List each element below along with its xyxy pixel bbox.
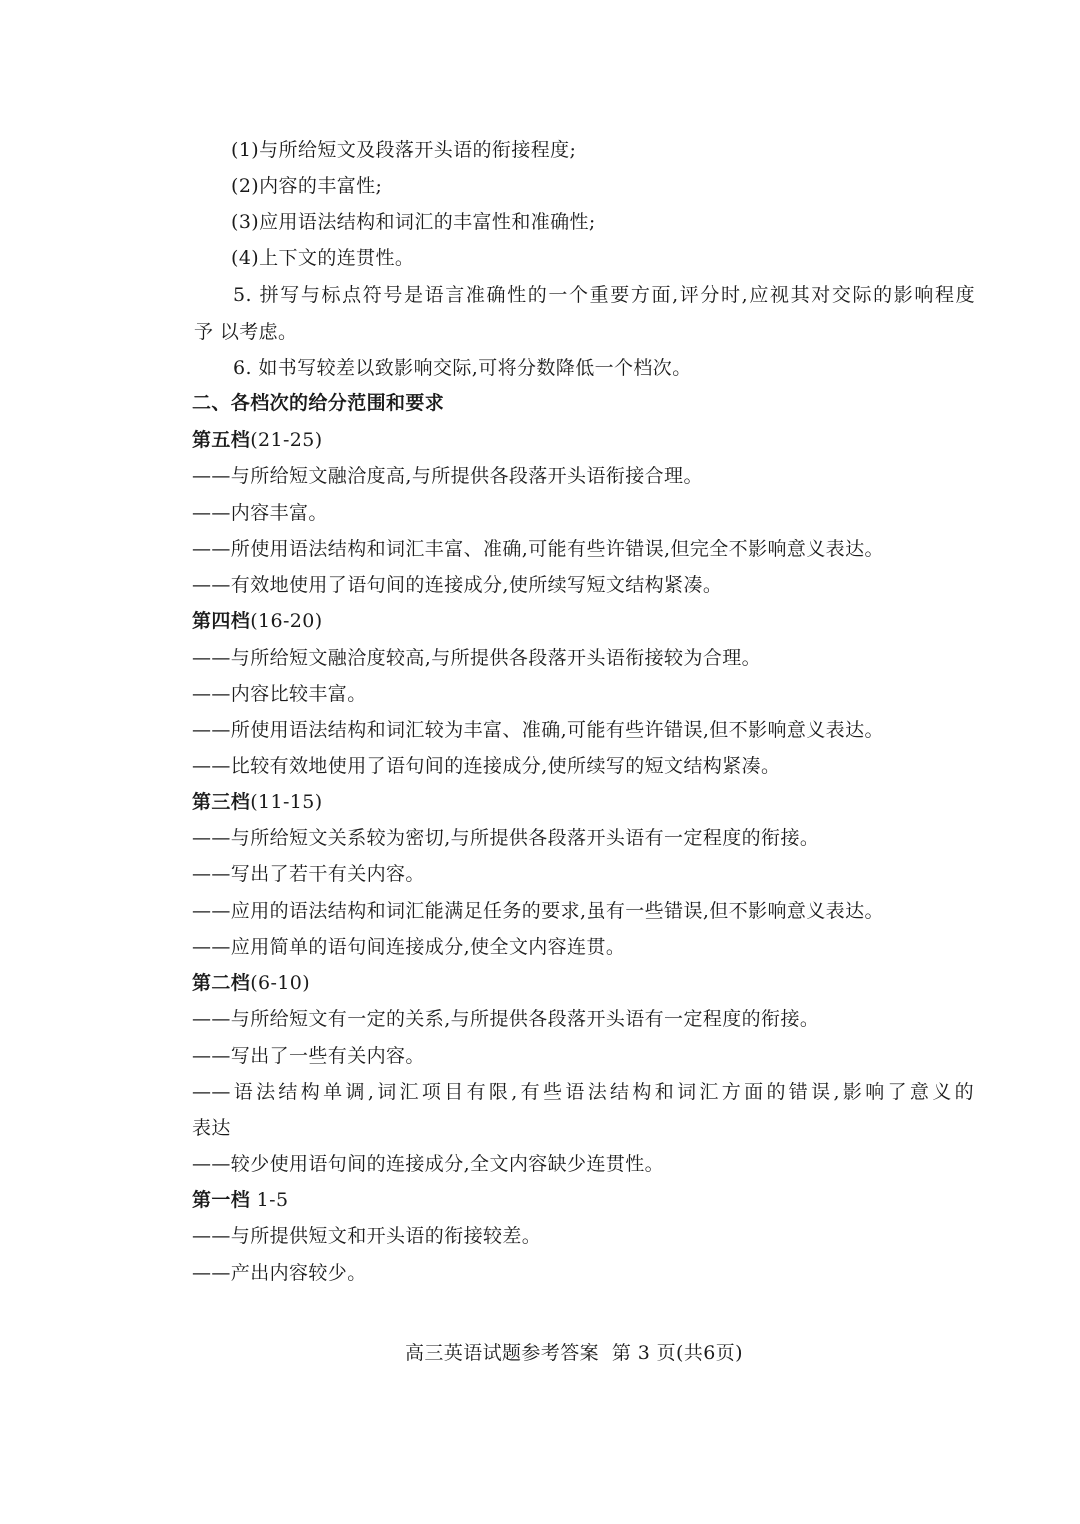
grade-2-line-5: ——较少使用语句间的连接成分,全文内容缺少连贯性。: [192, 1153, 665, 1175]
grade-2-line-4: 表达: [192, 1117, 231, 1139]
grade-range: (16-20): [250, 610, 323, 632]
grade-2-heading: [192, 970, 310, 996]
section-title: 二、各档次的给分范围和要求: [192, 392, 445, 414]
grade-5-line-4: ——有效地使用了语句间的连接成分,使所续写短文结构紧凑。: [192, 574, 723, 596]
grade-name: 第四档: [192, 610, 251, 632]
grade-name: 第三档: [192, 791, 251, 813]
grade-4-line-2: ——内容比较丰富。: [192, 683, 367, 705]
note-6: 6. 如书写较差以致影响交际,可将分数降低一个档次。: [233, 357, 692, 379]
grade-3-line-4: ——应用简单的语句间连接成分,使全文内容连贯。: [192, 936, 626, 958]
criteria-item-3: (3)应用语法结构和词汇的丰富性和准确性;: [231, 211, 596, 233]
grade-range: 1-5: [250, 1189, 289, 1211]
note-5-line-2: 予 以考虑。: [194, 321, 298, 343]
grade-5-line-3: ——所使用语法结构和词汇丰富、准确,可能有些许错误,但完全不影响意义表达。: [192, 538, 884, 560]
grade-2-line-2: ——写出了一些有关内容。: [192, 1045, 425, 1067]
criteria-item-2: (2)内容的丰富性;: [231, 175, 383, 197]
grade-4-line-1: ——与所给短文融洽度较高,与所提供各段落开头语衔接较为合理。: [192, 647, 762, 669]
grade-3-heading: [192, 789, 323, 815]
criteria-item-4: (4)上下文的连贯性。: [231, 247, 415, 269]
grade-1-line-1: ——与所提供短文和开头语的衔接较差。: [192, 1225, 542, 1247]
grade-range: (6-10): [250, 972, 311, 994]
note-5-line-1: 5. 拼写与标点符号是语言准确性的一个重要方面,评分时,应视其对交际的影响程度: [233, 284, 975, 306]
grade-3-line-1: ——与所给短文关系较为密切,与所提供各段落开头语有一定程度的衔接。: [192, 827, 820, 849]
grade-1-line-2: ——产出内容较少。: [192, 1262, 367, 1284]
grade-name: 第五档: [192, 429, 251, 451]
criteria-item-1: (1)与所给短文及段落开头语的衔接程度;: [231, 139, 577, 161]
grade-2-line-1: ——与所给短文有一定的关系,与所提供各段落开头语有一定程度的衔接。: [192, 1008, 820, 1030]
grade-name: 第二档: [192, 972, 251, 994]
grade-3-line-2: ——写出了若干有关内容。: [192, 863, 425, 885]
grade-4-line-4: ——比较有效地使用了语句间的连接成分,使所续写的短文结构紧凑。: [192, 755, 781, 777]
grade-1-heading: [192, 1187, 288, 1213]
grade-name: 第一档: [192, 1189, 251, 1211]
page-footer: 高三英语试题参考答案 第 3 页(共6页): [405, 1342, 743, 1364]
grade-range: (11-15): [250, 791, 323, 813]
grade-4-line-3: ——所使用语法结构和词汇较为丰富、准确,可能有些许错误,但不影响意义表达。: [192, 719, 884, 741]
grade-range: (21-25): [250, 429, 323, 451]
grade-4-heading: [192, 608, 323, 634]
grade-5-line-2: ——内容丰富。: [192, 502, 328, 524]
grade-2-line-3: ——语法结构单调,词汇项目有限,有些语法结构和词汇方面的错误,影响了意义的: [192, 1081, 974, 1103]
grade-5-line-1: ——与所给短文融洽度高,与所提供各段落开头语衔接合理。: [192, 465, 703, 487]
grade-3-line-3: ——应用的语法结构和词汇能满足任务的要求,虽有一些错误,但不影响意义表达。: [192, 900, 884, 922]
grade-5-heading: [192, 427, 323, 453]
